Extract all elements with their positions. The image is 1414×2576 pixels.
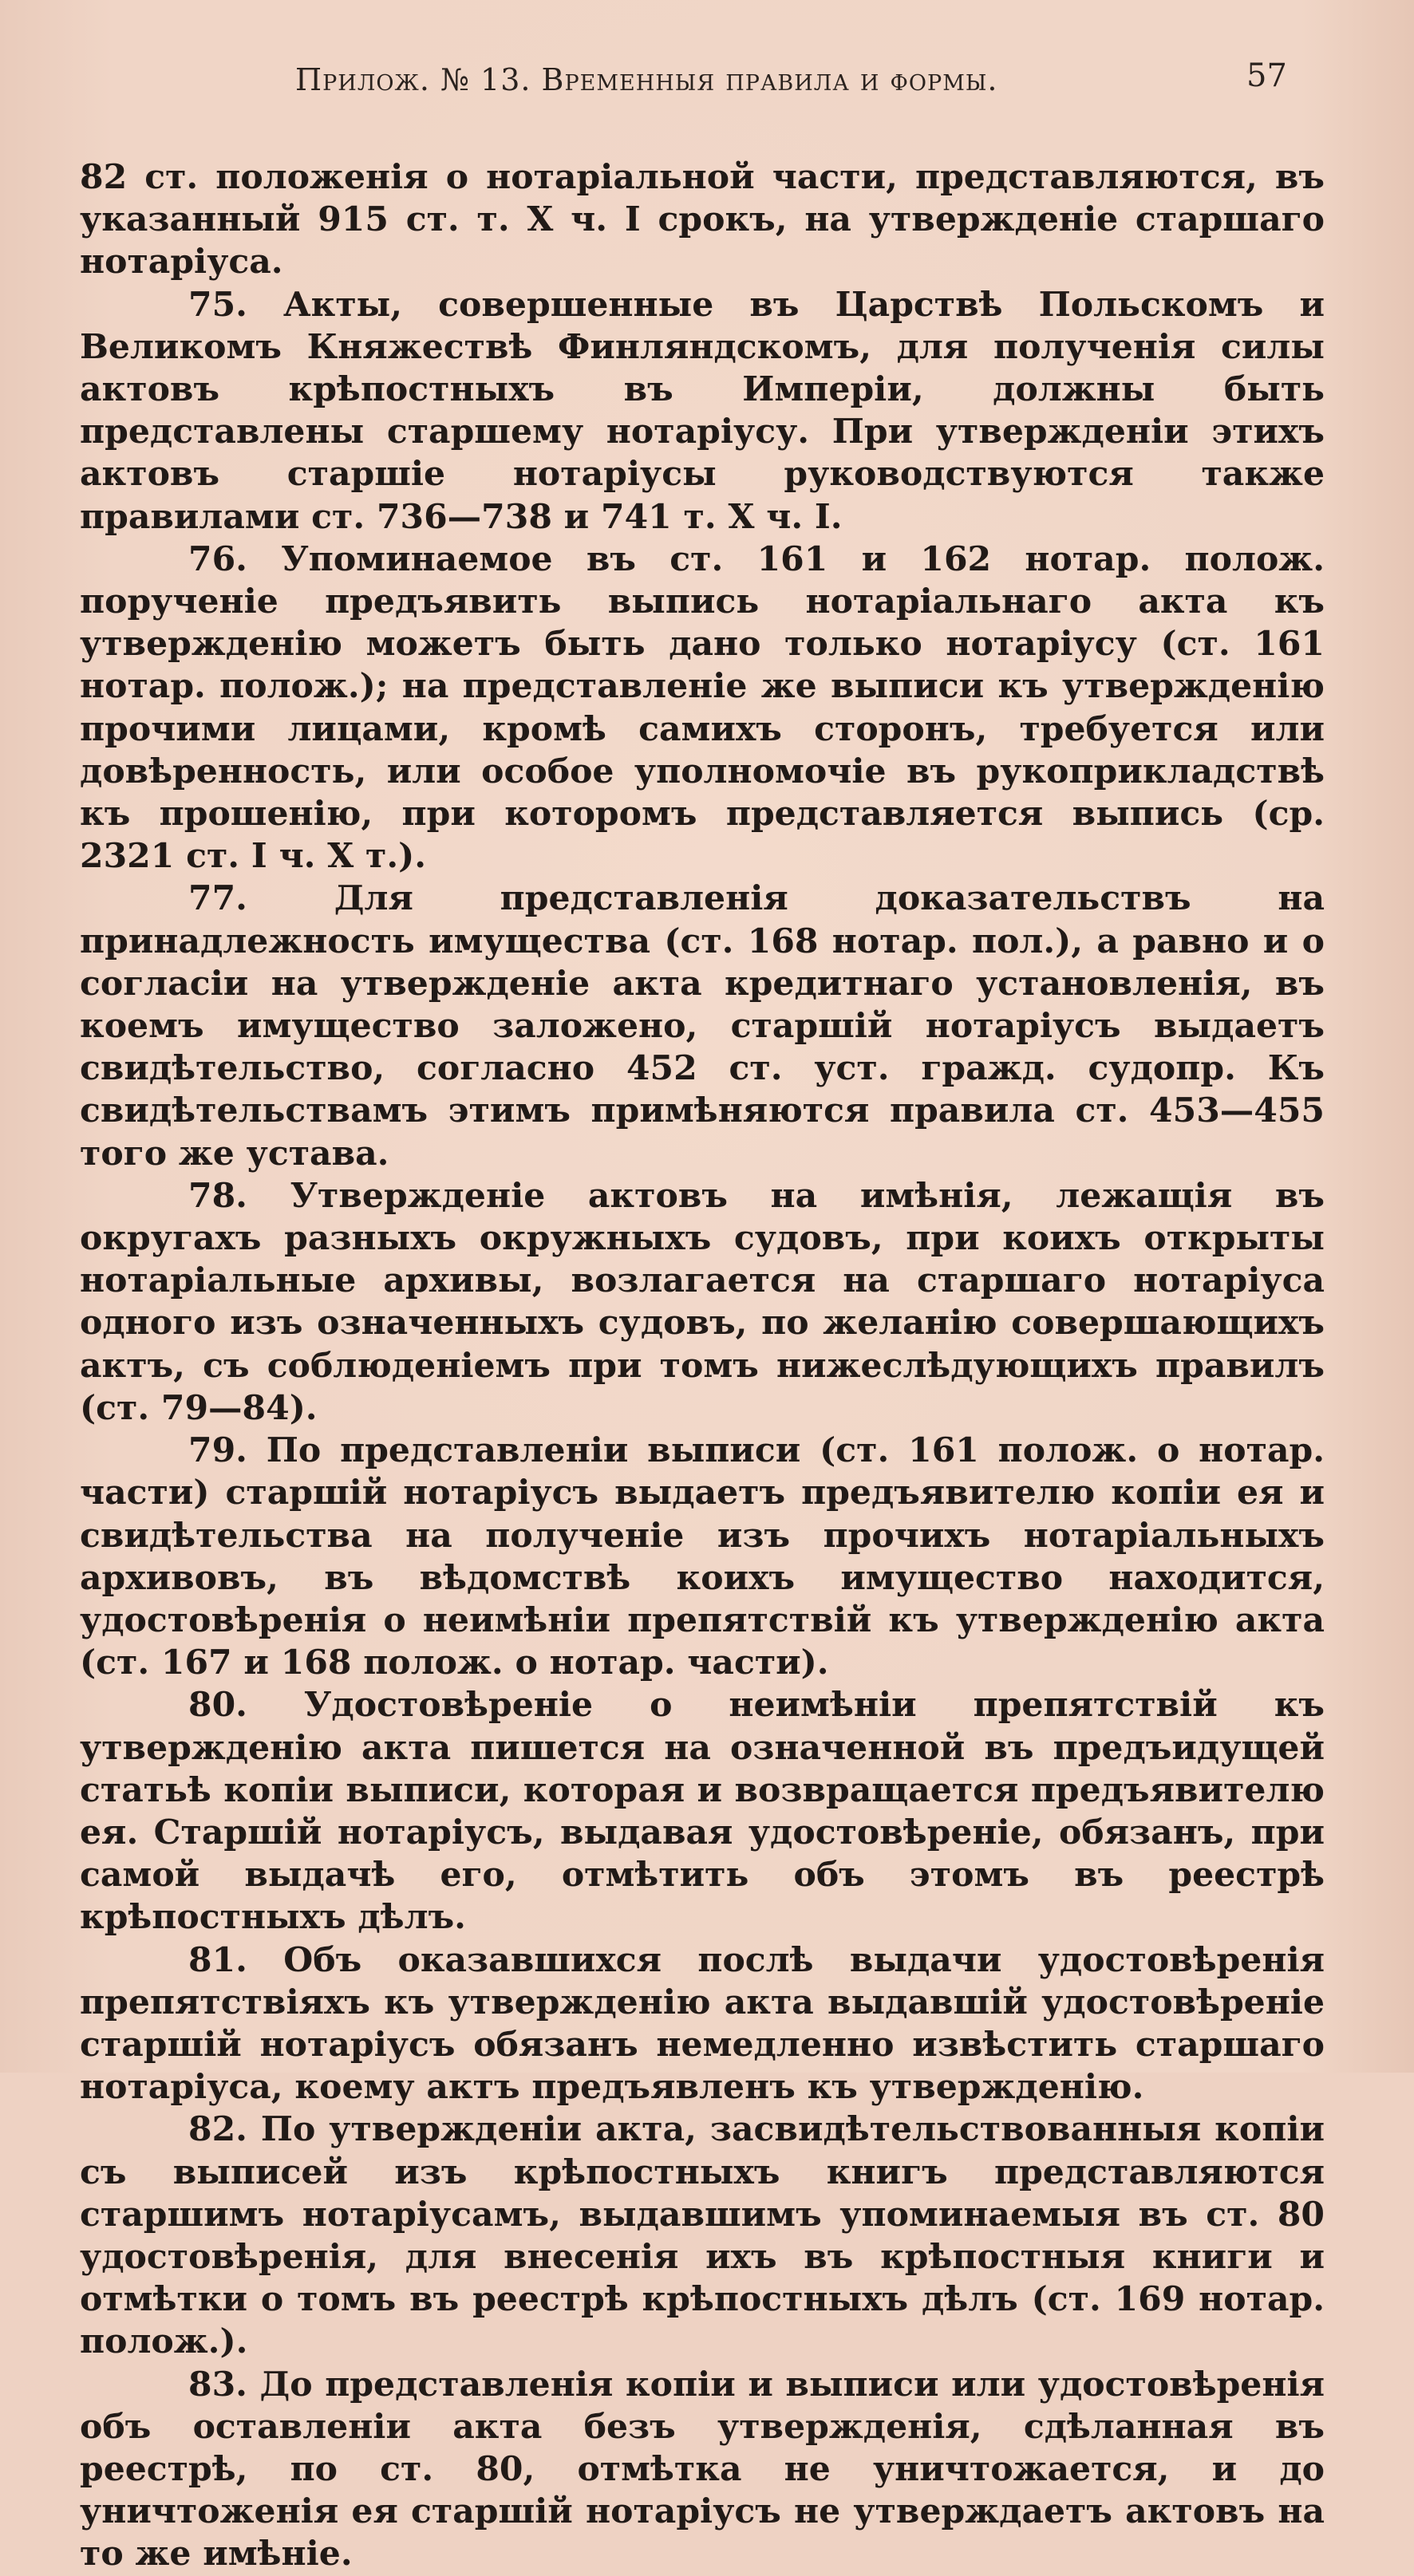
- paragraph-article-83: 83. До представленія копіи и выписи или удостовѣренія объ оставленіи акта безъ утвержденія, сдѣланная въ реестрѣ, по ст. 80, отмѣтка не уничтожается, и до уничтоженія ея старшій нотаріусъ не утверждаетъ актовъ на то же имѣніе.: [80, 2364, 1325, 2574]
- paragraph-article-76: 76. Упоминаемое въ ст. 161 и 162 нотар. полож. порученіе предъявить выпись нотаріальнаго акта къ утвержденію можетъ быть дано только нотаріусу (ст. 161 нотар. полож.); на представленіе же выписи къ утвержденію прочими лицами, кромѣ самихъ сторонъ, требуется или довѣренность, или особое уполномочіе въ рукоприкладствѣ къ прошенію, при которомъ представляется выпись (ср. 2321 ст. I ч. X т.).: [80, 538, 1325, 877]
- body-text: [80, 156, 1325, 2576]
- running-title: Прилож. № 13. Временныя правила и формы.: [295, 62, 998, 97]
- paragraph-article-77: 77. Для представленія доказательствъ на принадлежность имущества (ст. 168 нотар. пол.), а равно и о согласіи на утвержденіе акта кредитнаго установленія, въ коемъ имущество заложено, старшій нотаріусъ выдаетъ свидѣтельство, согласно 452 ст. уст. гражд. судопр. Къ свидѣтельствамъ этимъ примѣняются правила ст. 453—455 того же устава.: [80, 878, 1325, 1174]
- page-number: 57: [1246, 57, 1287, 94]
- paragraph-article-78: 78. Утвержденіе актовъ на имѣнія, лежащія въ округахъ разныхъ окружныхъ судовъ, при коихъ открыты нотаріальные архивы, возлагается на старшаго нотаріуса одного изъ означенныхъ судовъ, по желанію совершающихъ актъ, съ соблюденіемъ при томъ нижеслѣдующихъ правилъ (ст. 79—84).: [80, 1175, 1325, 1428]
- paragraph-article-82: 82. По утвержденіи акта, засвидѣтельствованныя копіи съ выписей изъ крѣпостныхъ книгъ представляются старшимъ нотаріусамъ, выдавшимъ упоминаемыя въ ст. 80 удостовѣренія, для внесенія ихъ въ крѣпостныя книги и отмѣтки о томъ въ реестрѣ крѣпостныхъ дѣлъ (ст. 169 нотар. полож.).: [80, 2109, 1325, 2362]
- paragraph-article-81: 81. Объ оказавшихся послѣ выдачи удостовѣренія препятствіяхъ къ утвержденію акта выдавшій удостовѣреніе старшій нотаріусъ обязанъ немедленно извѣстить старшаго нотаріуса, коему актъ предъявленъ къ утвержденію.: [80, 1939, 1325, 2108]
- paragraph-article-80: 80. Удостовѣреніе о неимѣніи препятствій къ утвержденію акта пишется на означенной въ предъидущей статьѣ копіи выписи, которая и возвращается предъявителю ея. Старшій нотаріусъ, выдавая удостовѣреніе, обязанъ, при самой выдачѣ его, отмѣтить объ этомъ въ реестрѣ крѣпостныхъ дѣлъ.: [80, 1685, 1325, 1938]
- paragraph-article-75: 75. Акты, совершенные въ Царствѣ Польскомъ и Великомъ Княжествѣ Финляндскомъ, для полученія силы актовъ крѣпостныхъ въ Имперіи, должны быть представлены старшему нотаріусу. При утвержденіи этихъ актовъ старшіе нотаріусы руководствуются также правилами ст. 736—738 и 741 т. X ч. I.: [80, 284, 1325, 537]
- paragraph-continuation: 82 ст. положенія о нотаріальной части, представляются, въ указанный 915 ст. т. X ч. I срокъ, на утвержденіе старшаго нотаріуса.: [80, 157, 1325, 282]
- paragraph-article-79: 79. По представленіи выписи (ст. 161 полож. о нотар. части) старшій нотаріусъ выдаетъ предъявителю копіи ея и свидѣтельства на полученіе изъ прочихъ нотаріальныхъ архивовъ, въ вѣдомствѣ коихъ имущество находится, удостовѣренія о неимѣніи препятствій къ утвержденію акта (ст. 167 и 168 полож. о нотар. части).: [80, 1430, 1325, 1683]
